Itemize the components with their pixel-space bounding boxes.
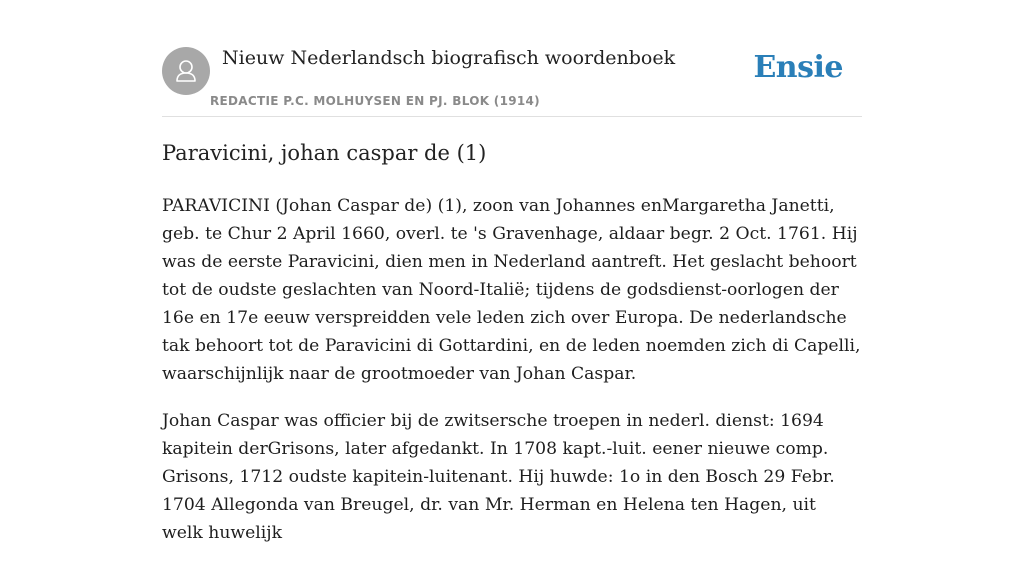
brand-logo[interactable]: Ensie [753,50,843,85]
article-title: Paravicini, johan caspar de (1) [162,141,487,165]
avatar[interactable] [162,47,210,95]
article-paragraph-1: PARAVICINI (Johan Caspar de) (1), zoon van Johannes enMargaretha Janetti, geb. te Chur 2 April 1660, overl. te 's Gravenhage, aldaar begr. 2 Oct. 1761. Hij was de eerste Paravicini, dien men in Nederland aantreft. Het geslacht behoort tot de oudste geslachten van Noord-Italië; tijdens de godsdienst-oorlogen der 16e en 17e eeuw verspreidden vele leden zich over Europa. De nederlandsche tak behoort tot de Paravicini di Gottardini, en de leden noemden zich di Capelli, waarschijnlijk naar de grootmoeder van Johan Caspar. [162,196,861,384]
source-title[interactable]: Nieuw Nederlandsch biografisch woordenboek [222,47,676,69]
page-container [162,0,862,543]
source-header [162,0,862,117]
article-body [162,192,862,566]
article-paragraph-2: Johan Caspar was officier bij de zwitsersche troepen in nederl. dienst: 1694 kapitein derGrisons, later afgedankt. In 1708 kapt.-luit. eener nieuwe comp. Grisons, 1712 oudste kapitein-luitenant. Hij huwde: 1o in den Bosch 29 Febr. 1704 Allegonda van Breugel, dr. van Mr. Herman en Helena ten Hagen, uit welk huwelijk [162,411,835,543]
user-silhouette-icon [162,47,210,95]
source-editors: REDACTIE P.C. MOLHUYSEN EN PJ. BLOK (1914) [210,94,540,108]
